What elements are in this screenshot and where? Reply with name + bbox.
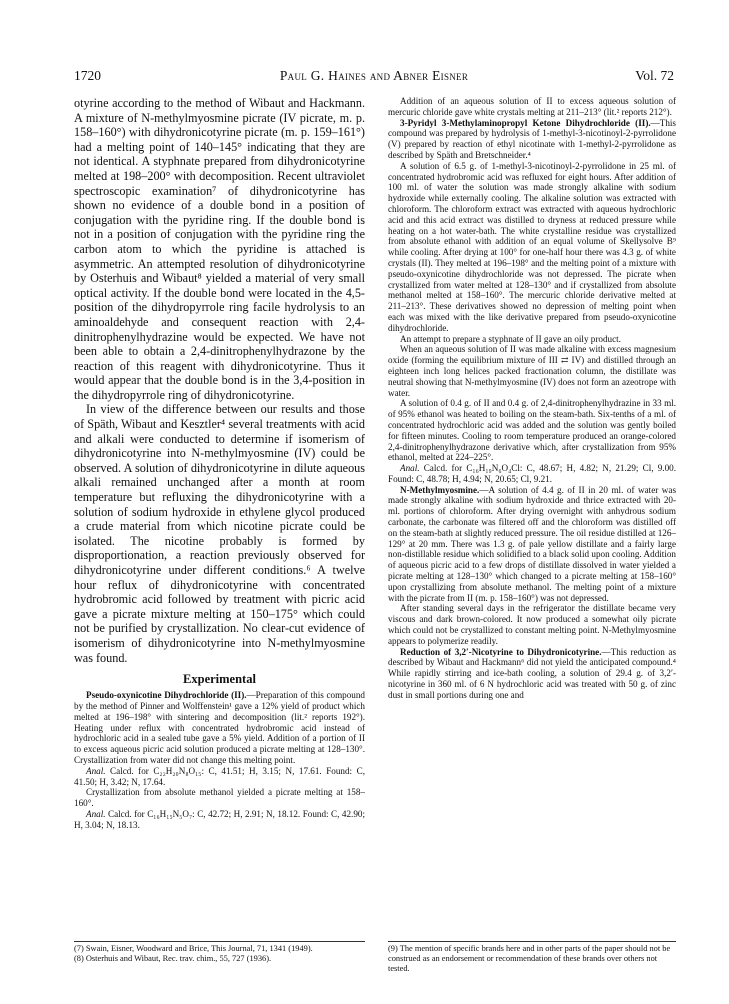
- experimental-paragraph: [388, 647, 676, 701]
- header-authors: Paul G. Haines and Abner Eisner: [279, 68, 469, 83]
- experimental-paragraph: [388, 118, 676, 161]
- footnote-9: (9) The mention of specific brands here and in other parts of the paper should not be construed as an endorsement or recommendation of these brands over others not tested.: [388, 944, 671, 973]
- paragraph: A solution of 0.4 g. of II and 0.4 g. of 2,4-dinitrophenylhydrazine in 33 ml. of 95% ethanol was heated to boiling on the steam-bath. Six-tenths of a ml. of concentrated hydrochloric acid was added and the solution was gently boiled for fifteen minutes. Cooling to room temperature produced an orange-colored 2,4-dinitrophenylhydrazone derivative which, after crystallization from 95% ethanol, melted at 224–225°.: [388, 398, 676, 463]
- paragraph-text: —A solution of 4.4 g. of II in 20 ml. of water was made strongly alkaline with sodium hydroxide and thrice extracted with 20-ml. portions of chloroform. After drying overnight with anhydrous sodium carbonate, the carbonate was filtered off and the chloroform was distilled off on the steam-bath at slightly reduced pressure. The oil residue distilled at 126–129° at 20 mm. There was 1.3 g. of pale yellow distillate and a fairly large non-distillable residue which solidified to a black solid upon cooling. Addition of aqueous picric acid to a few drops of distillate dissolved in water yielded a picrate melting at 128–130° which changed to a picrate melting at 158–160° upon crystallizing from absolute methanol. The melting point of a mixture with the picrate from II (m. p. 158–160°) was not depressed.: [388, 484, 676, 603]
- paragraph-text: —Preparation of this compound by the method of Pinner and Wolffenstein¹ gave a 12% yield of product which melted at 196–198° with sintering and decomposition (lit.² reports 192°). Heating under reflux with concentrated hydrobromic acid instead of hydrochloric acid in a sealed tube gave a 5% yield. Addition of a portion of II to excess aqueous picric acid solution produced a picrate melting at 128–130°. Crystallization from water did not change this melting point.: [74, 690, 365, 765]
- left-footnotes: [74, 944, 365, 964]
- paragraph: Crystallization from absolute methanol yielded a picrate melting at 158–160°.: [74, 787, 365, 809]
- experimental-paragraph: [74, 690, 365, 766]
- analysis-line: [74, 766, 365, 788]
- page-number: 1720: [74, 68, 101, 83]
- paragraph: In view of the difference between our results and those of Späth, Wibaut and Kesztler⁴ several treatments with acid and alkali were conducted to determine if isomerism of dihydronicotyrine into N-methylmyosmine (IV) could be observed. A solution of dihydronicotyrine in dilute aqueous alkali remained unchanged after a month at room temperature but refluxing the dihydronicotyrine with a solution of sodium hydroxide in ethylene glycol produced a crude material from which nicotine picrate could be isolated. The nicotine probably is formed by disproportionation, a reaction previously observed for dihydronicotyrine under different conditions.⁶ A twelve hour reflux of dihydronicotyrine with concentrated hydrobromic acid followed by treatment with picric acid gave a picrate mixture melting at 150–175° which could not be purified by crystallization. No clear-cut evidence of isomerism of dihydronicotyrine into N-methylmyosmine was found.: [74, 402, 365, 665]
- left-column: [74, 96, 365, 831]
- analysis-text: Calcd. for C₁₆H₁₅N₅O₇: C, 42.72; H, 2.91; N, 18.12. Found: C, 42.90; H, 3.04; N, 18.13.: [74, 808, 365, 830]
- anal-label: Anal.: [400, 463, 420, 474]
- section-heading: Experimental: [183, 672, 256, 687]
- paragraph: When an aqueous solution of II was made alkaline with excess magnesium oxide (forming the equilibrium mixture of III ⇄ IV) and distilled through an eighteen inch long helices packed fractionation column, the distillate was neutral showing that N-methylmyosmine (IV) does not form an azeotrope with water.: [388, 344, 676, 398]
- anal-label: Anal.: [86, 808, 106, 819]
- run-in-heading: 3-Pyridyl 3-Methylaminopropyl Ketone Dihydrochloride (II).: [400, 117, 651, 128]
- paragraph: Addition of an aqueous solution of II to excess aqueous solution of mercuric chloride gave white crystals melting at 211–213° (lit.² reports 212°).: [388, 96, 676, 117]
- footnote-7: (7) Swain, Eisner, Woodward and Brice, This Journal, 71, 1341 (1949).: [74, 944, 313, 953]
- experimental-paragraph: [388, 485, 676, 604]
- paragraph-text: —This compound was prepared by hydrolysis of 1-methyl-3-nicotinoyl-2-pyrrolidone (V) prepared by reaction of ethyl nicotinate with 1-methyl-2-pyrrolidone as described by Späth and Bretschneider.⁴: [388, 117, 676, 160]
- footnote-8: (8) Osterhuis and Wibaut, Rec. trav. chim., 55, 727 (1936).: [74, 954, 272, 963]
- run-in-heading: N-Methylmyosmine.: [400, 484, 480, 495]
- anal-label: Anal.: [86, 765, 106, 776]
- right-column: [388, 96, 676, 701]
- volume-label: Vol. 72: [635, 68, 674, 83]
- footnote-divider: [388, 941, 676, 942]
- paragraph: A solution of 6.5 g. of 1-methyl-3-nicotinoyl-2-pyrrolidone in 25 ml. of concentrated hydrobromic acid was refluxed for eight hours. After addition of 100 ml. of water the solution was made strongly alkaline with sodium hydroxide while externally cooling. The alkaline solution was extracted with chloroform. The chloroform extract was extracted with aqueous hydrochloric acid and this acid extract was distilled to dryness at reduced pressure while heating on a hot water-bath. The white crystalline residue was crystallized from absolute ethanol with addition of an equal volume of Skellysolve B⁹ while cooling. After drying at 100° for one-half hour there was 4.3 g. of white crystals (II). They melted at 196–198° and the melting point of a mixture with pseudo-oxynicotine dihydrochloride was not depressed. The picrate when crystallized from water melted at 128–130° and if crystallized from absolute methanol melted at 158–160°. The mercuric chloride derivative melted at 211–213°. These derivatives showed no depression of melting point when each was mixed with the like derivative prepared from pseudo-oxynicotine dihydrochloride.: [388, 160, 676, 333]
- analysis-line: [74, 809, 365, 831]
- paragraph: After standing several days in the refrigerator the distillate became very viscous and dark brown-colored. It now produced a somewhat oily picrate which could not be crystallized to constant melting point. N-Methylmyosmine appears to polymerize readily.: [388, 603, 676, 646]
- analysis-text: Calcd. for C₂₂H₂₀N₈O₁₅: C, 41.51; H, 3.15; N, 17.61. Found: C, 41.50; H, 3.42; N, 17.64.: [74, 765, 365, 787]
- analysis-text: Calcd. for C₁₆H₁₉N₆O₄Cl: C, 48.67; H, 4.82; N, 21.29; Cl, 9.00. Found: C, 48.78; H, 4.94; N, 20.65; Cl, 9.21.: [388, 463, 676, 484]
- paragraph: otyrine according to the method of Wibaut and Hackmann. A mixture of N-methylmyosmine picrate (IV picrate, m. p. 158–160°) with dihydronicotyrine picrate (m. p. 159–161°) had a melting point of 140–145° indicating that they are not identical. A styphnate prepared from dihydronicotyrine melted at 198–200° with decomposition. Recent ultraviolet spectroscopic examination⁷ of dihydronicotyrine has shown no evidence of a double bond in a position of conjugation with the pyridine ring. If the double bond is not in a position of conjugation with the pyridine ring the carbon atom to which the pyridine is attached is asymmetric. An attempted resolution of dihydronicotyrine by Osterhuis and Wibaut⁸ yielded a material of very small optical activity. If the double bond were located in the 4,5-position of the dihydropyrrole ring facile hydrolysis to an aminoaldehyde and consequent reaction with 2,4-dinitrophenylhydrazine would be expected. We have not been able to obtain a 2,4-dinitrophenylhydrazone by the reaction of this reagent with dihydronicotyrine. Thus it would appear that the double bond is in the 3,4-position in the dihydropyrrole ring of dihydronicotyrine.: [74, 96, 365, 402]
- run-in-heading: Pseudo-oxynicotine Dihydrochloride (II).: [86, 690, 247, 701]
- analysis-line: [388, 463, 676, 485]
- run-in-heading: Reduction of 3,2′-Nicotyrine to Dihydronicotyrine.: [400, 646, 602, 657]
- paragraph: An attempt to prepare a styphnate of II gave an oily product.: [400, 333, 621, 344]
- running-header: [74, 68, 674, 86]
- right-footnotes: [388, 944, 676, 974]
- paragraph-text: —This reduction as described by Wibaut and Hackmann⁶ did not yield the anticipated compound.⁴ While rapidly stirring and ice-bath cooling, a solution of 29.4 g. of 3,2′-nicotyrine in 360 ml. of 6 N hydrochloric acid was treated with 50 g. of zinc dust in small portions during one and: [388, 646, 676, 700]
- footnote-divider: [74, 941, 365, 942]
